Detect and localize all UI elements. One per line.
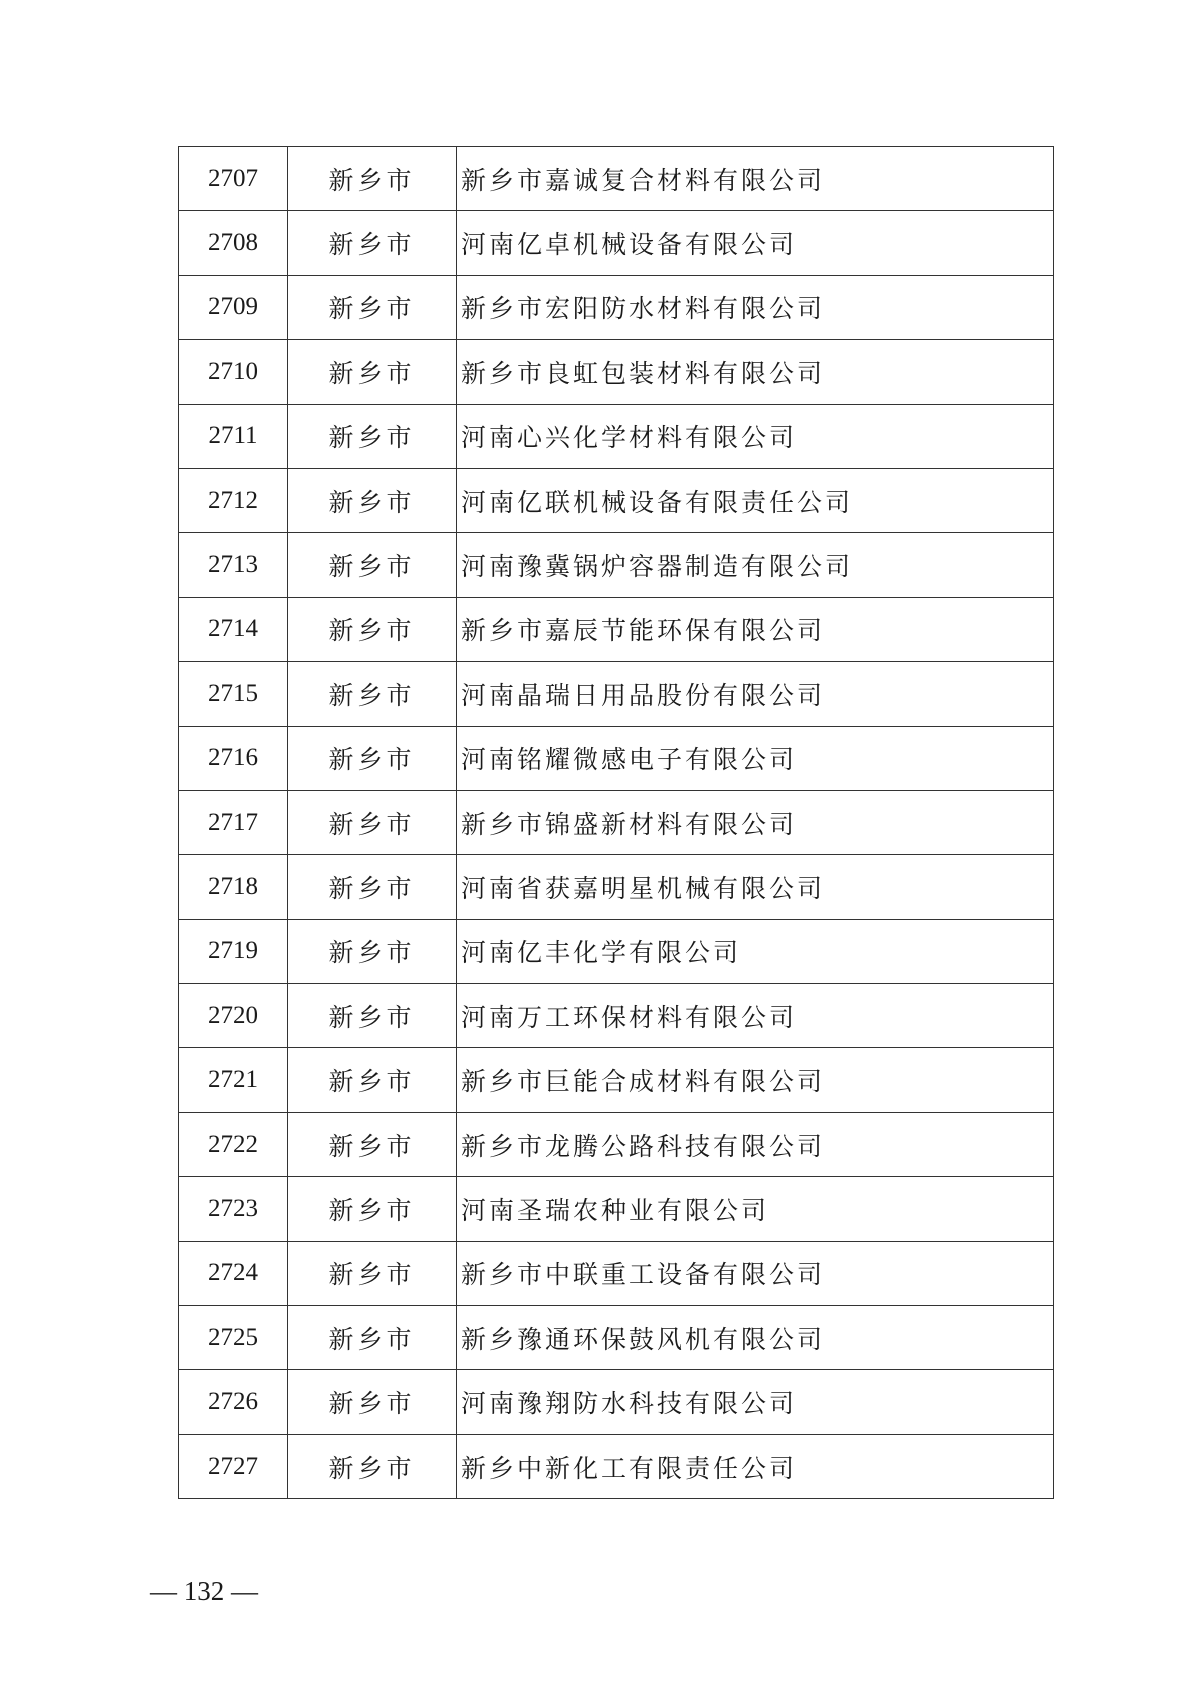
city-cell: 新乡市 (288, 790, 457, 854)
row-number-cell: 2722 (179, 1112, 288, 1176)
city-cell: 新乡市 (288, 984, 457, 1048)
table-row (179, 790, 1054, 854)
row-number-cell: 2709 (179, 275, 288, 339)
table-row (179, 1434, 1054, 1498)
company-name-cell: 新乡市龙腾公路科技有限公司 (457, 1112, 1054, 1176)
city-cell: 新乡市 (288, 404, 457, 468)
city-cell: 新乡市 (288, 1048, 457, 1112)
table-row (179, 919, 1054, 983)
row-number-cell: 2712 (179, 468, 288, 532)
company-name-cell: 新乡市良虹包装材料有限公司 (457, 340, 1054, 404)
company-name-cell: 新乡豫通环保鼓风机有限公司 (457, 1306, 1054, 1370)
row-number-cell: 2726 (179, 1370, 288, 1434)
table-row (179, 404, 1054, 468)
row-number-cell: 2710 (179, 340, 288, 404)
table-row (179, 1112, 1054, 1176)
row-number-cell: 2707 (179, 147, 288, 211)
table-row (179, 662, 1054, 726)
company-name-cell: 河南心兴化学材料有限公司 (457, 404, 1054, 468)
company-name-cell: 河南豫翔防水科技有限公司 (457, 1370, 1054, 1434)
table-row (179, 1241, 1054, 1305)
table-row (179, 533, 1054, 597)
company-name-cell: 新乡中新化工有限责任公司 (457, 1434, 1054, 1498)
row-number-cell: 2721 (179, 1048, 288, 1112)
table-row (179, 211, 1054, 275)
row-number-cell: 2718 (179, 855, 288, 919)
city-cell: 新乡市 (288, 533, 457, 597)
row-number-cell: 2720 (179, 984, 288, 1048)
city-cell: 新乡市 (288, 147, 457, 211)
row-number-cell: 2724 (179, 1241, 288, 1305)
company-name-cell: 新乡市宏阳防水材料有限公司 (457, 275, 1054, 339)
row-number-cell: 2725 (179, 1306, 288, 1370)
table-row (179, 340, 1054, 404)
row-number-cell: 2708 (179, 211, 288, 275)
city-cell: 新乡市 (288, 1177, 457, 1241)
city-cell: 新乡市 (288, 468, 457, 532)
row-number-cell: 2727 (179, 1434, 288, 1498)
table-row (179, 147, 1054, 211)
city-cell: 新乡市 (288, 340, 457, 404)
city-cell: 新乡市 (288, 855, 457, 919)
company-name-cell: 河南亿卓机械设备有限公司 (457, 211, 1054, 275)
row-number-cell: 2723 (179, 1177, 288, 1241)
company-name-cell: 新乡市嘉诚复合材料有限公司 (457, 147, 1054, 211)
company-name-cell: 河南圣瑞农种业有限公司 (457, 1177, 1054, 1241)
city-cell: 新乡市 (288, 1370, 457, 1434)
table-row (179, 1048, 1054, 1112)
city-cell: 新乡市 (288, 726, 457, 790)
city-cell: 新乡市 (288, 1434, 457, 1498)
company-name-cell: 河南万工环保材料有限公司 (457, 984, 1054, 1048)
row-number-cell: 2714 (179, 597, 288, 661)
city-cell: 新乡市 (288, 1241, 457, 1305)
table-row (179, 1370, 1054, 1434)
company-name-cell: 新乡市嘉辰节能环保有限公司 (457, 597, 1054, 661)
company-name-cell: 河南省获嘉明星机械有限公司 (457, 855, 1054, 919)
city-cell: 新乡市 (288, 662, 457, 726)
table-row (179, 726, 1054, 790)
city-cell: 新乡市 (288, 1112, 457, 1176)
company-name-cell: 新乡市巨能合成材料有限公司 (457, 1048, 1054, 1112)
table-row (179, 1306, 1054, 1370)
row-number-cell: 2717 (179, 790, 288, 854)
city-cell: 新乡市 (288, 211, 457, 275)
row-number-cell: 2711 (179, 404, 288, 468)
company-name-cell: 新乡市中联重工设备有限公司 (457, 1241, 1054, 1305)
company-table (178, 146, 1054, 1499)
company-name-cell: 河南铭耀微感电子有限公司 (457, 726, 1054, 790)
city-cell: 新乡市 (288, 919, 457, 983)
company-name-cell: 河南晶瑞日用品股份有限公司 (457, 662, 1054, 726)
table-row (179, 1177, 1054, 1241)
city-cell: 新乡市 (288, 1306, 457, 1370)
table-row (179, 468, 1054, 532)
page-number: — 132 — (150, 1576, 258, 1606)
row-number-cell: 2713 (179, 533, 288, 597)
city-cell: 新乡市 (288, 275, 457, 339)
row-number-cell: 2716 (179, 726, 288, 790)
company-name-cell: 河南亿丰化学有限公司 (457, 919, 1054, 983)
company-name-cell: 河南亿联机械设备有限责任公司 (457, 468, 1054, 532)
table-row (179, 275, 1054, 339)
company-name-cell: 河南豫冀锅炉容器制造有限公司 (457, 533, 1054, 597)
city-cell: 新乡市 (288, 597, 457, 661)
table-row (179, 984, 1054, 1048)
table-body (179, 147, 1054, 1499)
table-row (179, 855, 1054, 919)
row-number-cell: 2715 (179, 662, 288, 726)
table-row (179, 597, 1054, 661)
row-number-cell: 2719 (179, 919, 288, 983)
company-name-cell: 新乡市锦盛新材料有限公司 (457, 790, 1054, 854)
